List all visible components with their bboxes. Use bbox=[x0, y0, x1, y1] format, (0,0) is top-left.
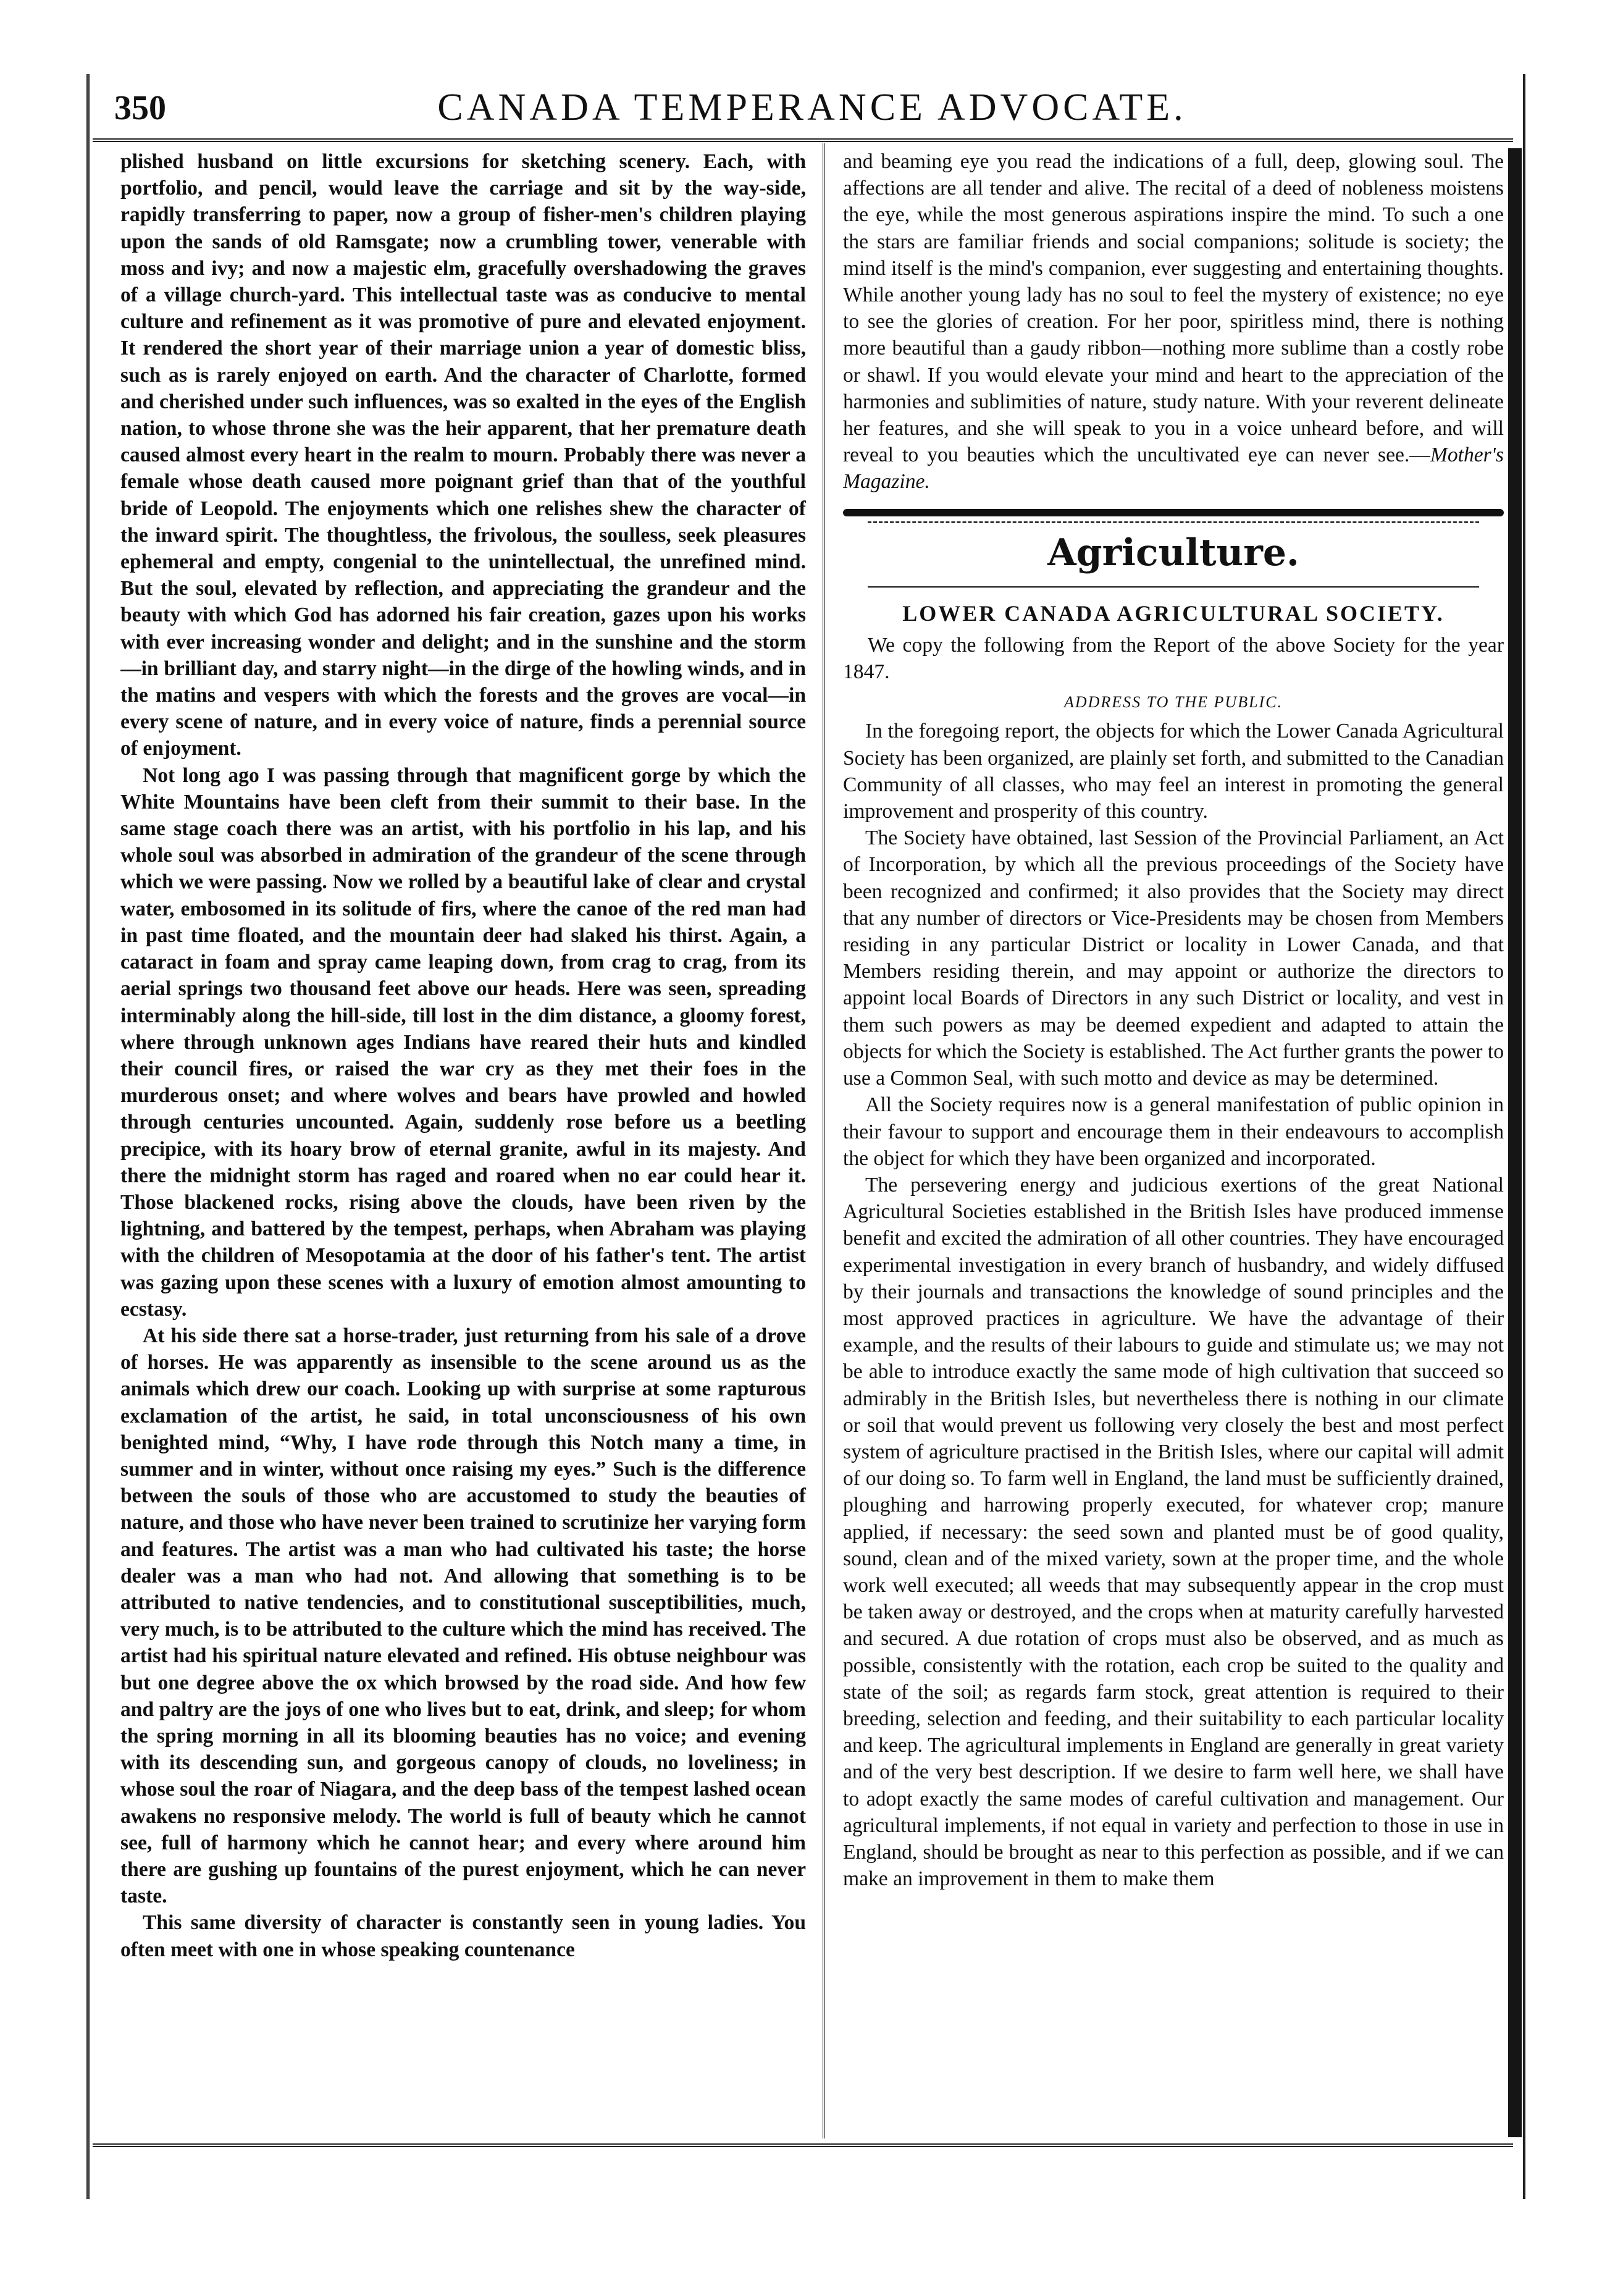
paragraph: Not long ago I was passing through that magnificent gorge by which the White Mountains have been cleft from their summit to their base. In the same stage coach there was an artist, with his portfolio in his lap, and his whole soul was absorbed in admiration of the grandeur of the scene through which we were passing. Now we rolled by a beautiful lake of clear and crystal water, embosomed in its solitude of firs, where the canoe of the red man had in past time floated, and the mountain deer had slaked his thirst. Again, a cataract in foam and spray came leaping down, from crag to crag, from its aerial springs two thousand feet above our heads. Here was seen, spreading interminably along the hill-side, till lost in the dim distance, a gloomy forest, where through unknown ages Indians have reared their huts and kindled their council fires, or raised the war cry as they met their foes in the murderous onset; and where wolves and bears have prowled and howled through centuries uncounted. Again, suddenly rose before us a beetling precipice, with its hoary brow of eternal granite, awful in its majesty. And there the midnight storm has raged and roared when no ear could hear it. Those blackened rocks, rising above the clouds, have been riven by the lightning, and battered by the tempest, perhaps, when Abraham was playing with the children of Mesopotamia at the door of his father's tent. The artist was gazing upon these scenes with a luxury of emotion almost amounting to ecstasy. bbox=[120, 763, 806, 1321]
paragraph: At his side there sat a horse-trader, just returning from his sale of a drove of horses. He was apparently as insensible to the scene around us as the animals which drew our coach. Looking up with surprise at some rapturous exclamation of the artist, he said, in total unconsciousness of his own benighted mind, “Why, I have rode through this Notch many a time, in summer and in winter, without once raising my eyes.” Such is the difference between the souls of those who are accustomed to study the beauties of nature, and those who have never been trained to scrutinize her varying form and features. The artist was a man who had cultivated his taste; the horse dealer was a man who had not. And allowing that something is to be attributed to native tendencies, and to constitutional susceptibilities, much, very much, is to be attributed to the culture which the mind has received. The artist had his spiritual nature elevated and refined. His obtuse neighbour was but one degree above the ox which browsed by the road side. And how few and paltry are the joys of one who lives but to eat, drink, and sleep; for whom the spring morning in all its blooming beauties has no voice; and evening with its descending sun, and gorgeous canopy of clouds, no loveliness; in whose soul the roar of Niagara, and the deep bass of the tempest lashed ocean awakens no responsive melody. The world is full of beauty which he cannot see, full of harmony which he cannot hear; and every where around him there are gushing up fountains of the purest enjoyment, which he can never taste. bbox=[120, 1324, 806, 1908]
column-divider bbox=[823, 143, 825, 2138]
right-column bbox=[843, 148, 1504, 2131]
paragraph: plished husband on little excursions for sketching scenery. Each, with portfolio, and pencil, would leave the carriage and sit by the way-side, rapidly transferring to paper, now a group of fisher-men's children playing upon the sands of old Ramsgate; now a crumbling tower, venerable with moss and ivy; and now a majestic elm, gracefully overshadowing the graves of a village church-yard. This intellectual taste was as conducive to mental culture and refinement as it was promotive of pure and elevated enjoyment. It rendered the short year of their marriage union a year of domestic bliss, such as is rarely enjoyed on earth. And the character of Charlotte, formed and cherished under such influences, was so exalted in the eyes of the English nation, to whose throne she was the heir apparent, that her premature death caused almost every heart in the realm to mourn. Probably there was never a female whose death caused more poignant grief than that of the youthful bride of Leopold. The enjoyments which one relishes shew the character of the inward spirit. The thoughtless, the frivolous, the soulless, seek pleasures ephemeral and empty, congenial to the unintellectual, the unrefined mind. But the soul, elevated by reflection, and appreciating the grandeur and the beauty with which God has adorned his fair creation, gazes upon his works with ever increasing wonder and delight; and in the sunshine and the storm—in brilliant day, and starry night—in the dirge of the howling winds, and in the matins and vespers with which the forests and the groves are vocal—in every scene of nature, and in every voice of nature, finds a perennial source of enjoyment. bbox=[120, 150, 806, 760]
left-column bbox=[120, 148, 806, 2131]
article-intro: We copy the following from the Report of the above Society for the year 1847. bbox=[843, 633, 1504, 684]
paragraph bbox=[843, 148, 1504, 495]
header-rule bbox=[93, 138, 1513, 142]
address-heading: ADDRESS TO THE PUBLIC. bbox=[1063, 693, 1283, 712]
paragraph-text: and beaming eye you read the indications of a full, deep, glowing soul. The affections are all tender and alive. The recital of a deed of nobleness moistens the eye, while the most generous aspirations inspire the mind. To such a one the stars are familiar friends and social companions; solitude is society; the mind itself is the mind's companion, ever suggesting and entertaining thoughts. While another young lady has no soul to feel the mystery of existence; no eye to see the glories of creation. For her poor, spiritless mind, there is nothing more beautiful than a gaudy ribbon—nothing more sublime than a costly robe or shawl. If you would elevate your mind and heart to the appreciation of the harmonies and sublimities of nature, study nature. With your reverent delineate her features, and she will speak to you in a voice unheard before, and will reveal to you beauties which the uncultivated eye can never see.— bbox=[843, 150, 1504, 467]
paragraph: The Society have obtained, last Session of the Provincial Parliament, an Act of Incorporation, by which all the previous proceedings of the Society have been recognized and confirmed; it also provides that the Society may direct that any number of directors or Vice-Presidents may be chosen from Members residing in any particular District or locality in Lower Canada, and that Members residing therein, and may appoint or authorize the directors to appoint local Boards of Directors in any such District or locality, and vest in them such powers as may be deemed expedient and adapted to attain the objects for which the Society is established. The Act further grants the power to use a Common Seal, with such motto and device as may be determined. bbox=[843, 826, 1504, 1090]
source-attribution: Mother's Magazine. bbox=[843, 444, 1504, 494]
footer-rule bbox=[93, 2143, 1513, 2147]
masthead-title: CANADA TEMPERANCE ADVOCATE. bbox=[437, 86, 1187, 128]
section-separator bbox=[843, 509, 1504, 516]
paragraph: In the foregoing report, the objects for which the Lower Canada Agricultural Society has been organized, are plainly set forth, and submitted to the Canadian Community of all classes, who may feel an interest in promoting the general improvement and prosperity of this country. bbox=[843, 720, 1504, 823]
section-title-rule bbox=[868, 586, 1479, 588]
article-title: LOWER CANADA AGRICULTURAL SOCIETY. bbox=[902, 600, 1445, 626]
binding-edge-shadow bbox=[1508, 148, 1522, 2137]
paragraph: The persevering energy and judicious exertions of the great National Agricultural Societies established in the British Isles have produced immense benefit and excited the admiration of all other countries. They have encouraged experimental investigation in every branch of husbandry, and widely diffused by their journals and transactions the knowledge of sound principles and the most approved practices in agriculture. We have the advantage of their example, and the results of their labours to guide and stimulate us; we may not be able to introduce exactly the same mode of high cultivation that succeed so admirably in the British Isles, but nevertheless there is nothing in our climate or soil that would prevent us following very closely the best and most perfect system of agriculture practised in the British Isles, where our capital will admit of our doing so. To farm well in England, the land must be sufficiently drained, ploughing and harrowing properly executed, for whatever crop; manure applied, if necessary: the seed sown and planted must be of good quality, sound, clean and of the mixed variety, sown at the proper time, and the whole work well executed; all weeds that may subsequently appear in the crop must be taken away or destroyed, and the crops when at maturity carefully harvested and secured. A due rotation of crops must also be observed, and as much as possible, consistently with the rotation, each crop be suited to the quality and state of the soil; as regards farm stock, great attention is required to their breeding, selection and feeding, and their suitability to each particular locality and keep. The agricultural implements in England are generally in great variety and of the very best description. If we desire to farm well here, we shall have to adopt exactly the same modes of careful cultivation and management. Our agricultural implements, if not equal in variety and perfection to those in use in England, should be brought as near to this perfection as possible, and if we can make an improvement in them to make them bbox=[843, 1173, 1504, 1891]
page-number: 350 bbox=[114, 89, 166, 127]
paragraph: This same diversity of character is constantly seen in young ladies. You often meet with one in whose speaking countenance bbox=[120, 1911, 806, 1961]
paragraph: All the Society requires now is a general manifestation of public opinion in their favour to support and encourage them in their endeavours to accomplish the object for which they have been organized and incorporated. bbox=[843, 1093, 1504, 1170]
page-header bbox=[114, 83, 1510, 133]
section-separator-thin bbox=[868, 521, 1479, 523]
section-title: Agriculture. bbox=[1047, 531, 1299, 574]
